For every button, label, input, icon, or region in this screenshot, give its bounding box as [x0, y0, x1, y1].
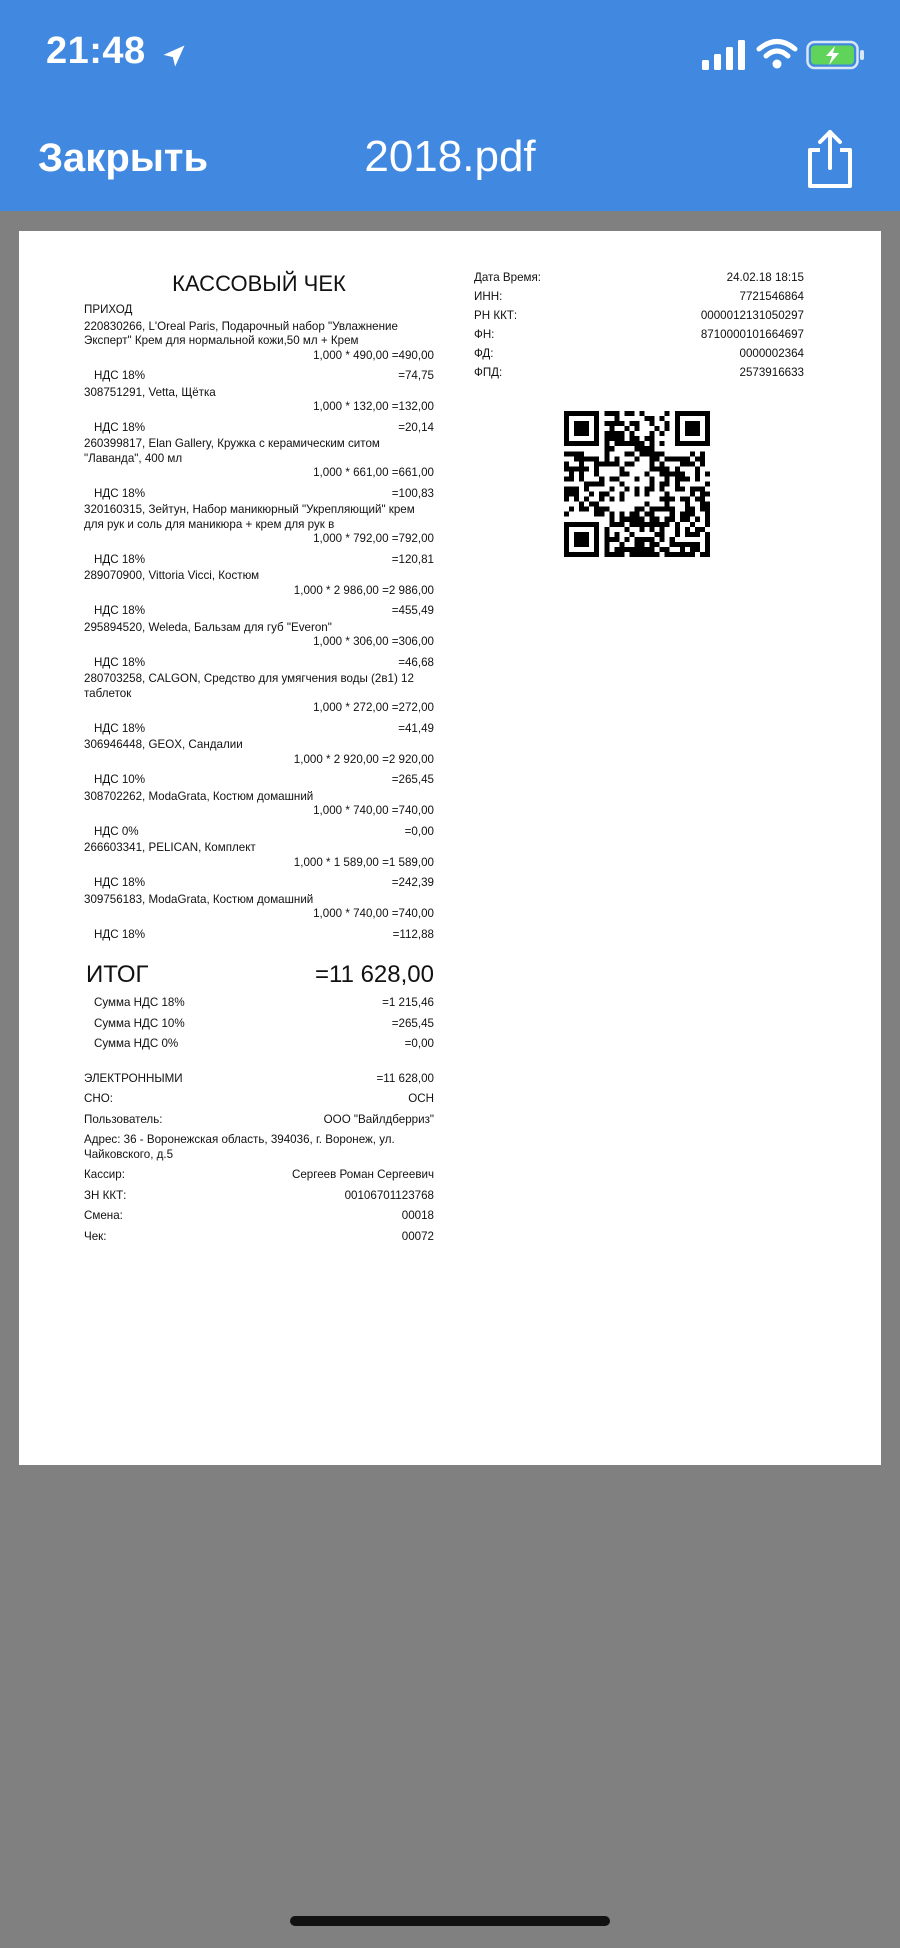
- item-qty: 1,000 * 2 920,00 =2 920,00: [293, 752, 434, 766]
- fiscal-label: РН ККТ:: [474, 309, 518, 322]
- item-name: 309756183, ModaGrata, Костюм домашний: [84, 892, 314, 906]
- close-button[interactable]: Закрыть: [38, 136, 209, 180]
- item-vat-label: НДС 18%: [94, 655, 146, 669]
- item-vat-label: НДС 18%: [94, 721, 146, 735]
- fiscal-value: 2573916633: [739, 366, 804, 379]
- fiscal-row: [474, 309, 804, 322]
- item-name: 260399817, Elan Gallery, Кружка с керамическим ситом "Лаванда", 400 мл: [84, 437, 380, 465]
- item-qty: 1,000 * 1 589,00 =1 589,00: [293, 855, 434, 869]
- receipt-item: [84, 790, 434, 840]
- item-qty: 1,000 * 132,00 =132,00: [313, 400, 434, 413]
- check-label: Чек:: [84, 1229, 107, 1243]
- vat-sum-value: =1 215,46: [382, 996, 434, 1009]
- user-label: Пользователь:: [84, 1112, 163, 1126]
- document-title: 2018.pdf: [364, 132, 536, 181]
- item-qty: 1,000 * 306,00 =306,00: [313, 635, 434, 648]
- item-vat-value: =46,68: [398, 655, 434, 669]
- battery-charging-icon: [806, 40, 866, 70]
- fiscal-value: 0000012131050297: [700, 309, 804, 322]
- fiscal-label: ИНН:: [474, 290, 503, 303]
- cashier-row: [84, 1168, 434, 1183]
- item-vat-label: НДС 18%: [94, 369, 146, 382]
- zn-label: ЗН ККТ:: [84, 1188, 127, 1202]
- cellular-signal-icon: [702, 40, 746, 70]
- receipt-item: [84, 569, 434, 619]
- fiscal-label: ФН:: [474, 328, 495, 341]
- receipt-item: [84, 386, 434, 436]
- sno-value: ОСН: [408, 1092, 434, 1105]
- item-qty: 1,000 * 2 986,00 =2 986,00: [293, 583, 434, 597]
- zn-row: [84, 1189, 434, 1204]
- address: Адрес: 36 - Воронежская область, 394036, г. Воронеж, ул. Чайковского, д.5: [84, 1133, 395, 1161]
- fiscal-value: 7721546864: [739, 290, 804, 303]
- fiscal-value: 8710000101664697: [700, 328, 804, 341]
- sno-label: СНО:: [84, 1092, 113, 1105]
- vat-sum-value: =0,00: [404, 1037, 434, 1050]
- zn-value: 00106701123768: [344, 1188, 434, 1202]
- receipt-item: [84, 437, 434, 501]
- fiscal-label: ФД:: [474, 347, 494, 360]
- fiscal-row: [474, 271, 804, 284]
- shift-value: 00018: [401, 1209, 434, 1222]
- fiscal-label: Дата Время:: [474, 271, 541, 284]
- item-vat: [84, 369, 434, 384]
- receipt-total: [84, 960, 434, 990]
- item-vat: [84, 928, 434, 943]
- wifi-icon: [756, 38, 798, 70]
- item-qty: 1,000 * 792,00 =792,00: [313, 532, 434, 545]
- item-name: 280703258, CALGON, Средство для умягчения воды (2в1) 12 таблеток: [84, 672, 414, 700]
- item-vat: [84, 722, 434, 737]
- item-qty: 1,000 * 661,00 =661,00: [313, 466, 434, 479]
- item-vat-label: НДС 0%: [94, 824, 139, 838]
- check-row: [84, 1230, 434, 1245]
- item-vat-label: НДС 10%: [94, 773, 146, 786]
- item-vat-value: =100,83: [391, 486, 434, 500]
- vat-sum-row: [84, 996, 434, 1011]
- item-vat: [84, 487, 434, 502]
- payment-value: =11 628,00: [376, 1071, 434, 1085]
- item-vat: [84, 825, 434, 840]
- item-vat-value: =455,49: [391, 604, 434, 617]
- status-time: 21:48: [46, 30, 146, 72]
- item-vat-value: =41,49: [398, 721, 434, 735]
- shift-row: [84, 1209, 434, 1224]
- total-value: =11 628,00: [314, 961, 434, 988]
- item-name: 308751291, Vetta, Щётка: [84, 385, 216, 399]
- shift-label: Смена:: [84, 1209, 123, 1222]
- vat-sum-label: Сумма НДС 0%: [94, 1037, 179, 1050]
- cashier-value: Сергеев Роман Сергеевич: [291, 1168, 434, 1181]
- item-vat: [84, 421, 434, 436]
- receipt-item: [84, 320, 434, 384]
- item-name: 266603341, PELICAN, Комплект: [84, 841, 256, 854]
- item-qty: 1,000 * 272,00 =272,00: [313, 701, 434, 714]
- item-qty: 1,000 * 740,00 =740,00: [313, 804, 434, 817]
- user-value: ООО "Вайлдберриз": [323, 1112, 434, 1126]
- item-name: 220830266, L'Oreal Paris, Подарочный набор "Увлажнение Эксперт" Крем для нормальной кожи,50 мл + Крем: [84, 319, 398, 347]
- item-vat-label: НДС 18%: [94, 876, 146, 889]
- item-vat-value: =74,75: [398, 369, 434, 382]
- receipt-item: [84, 621, 434, 671]
- item-vat-label: НДС 18%: [94, 927, 146, 941]
- item-vat-value: =265,45: [391, 773, 434, 786]
- receipt-item: [84, 503, 434, 567]
- fiscal-row: [474, 347, 804, 360]
- home-indicator[interactable]: [290, 1916, 610, 1926]
- vat-sum-label: Сумма НДС 18%: [94, 996, 185, 1009]
- fiscal-row: [474, 328, 804, 341]
- fiscal-value: 0000002364: [739, 347, 804, 360]
- sno-row: [84, 1092, 434, 1107]
- total-label: ИТОГ: [86, 961, 149, 988]
- vat-sum-label: Сумма НДС 10%: [94, 1016, 185, 1030]
- user-row: [84, 1113, 434, 1128]
- payment-row: [84, 1072, 434, 1087]
- item-name: 308702262, ModaGrata, Костюм домашний: [84, 789, 314, 803]
- item-vat-label: НДС 18%: [94, 486, 146, 500]
- fiscal-row: [474, 290, 804, 303]
- fiscal-value: 24.02.18 18:15: [726, 271, 804, 284]
- vat-sum-value: =265,45: [391, 1016, 434, 1030]
- item-vat: [84, 604, 434, 619]
- item-vat: [84, 773, 434, 788]
- receipt: [84, 271, 434, 1244]
- item-vat-label: НДС 18%: [94, 552, 146, 566]
- receipt-item: [84, 841, 434, 891]
- check-value: 00072: [401, 1229, 434, 1243]
- share-icon[interactable]: [798, 128, 862, 192]
- item-vat-label: НДС 18%: [94, 604, 146, 617]
- fiscal-label: ФПД:: [474, 366, 503, 379]
- receipt-item: [84, 738, 434, 788]
- item-vat: [84, 656, 434, 671]
- top-bar: [0, 0, 900, 211]
- item-vat-value: =0,00: [404, 824, 434, 838]
- cashier-label: Кассир:: [84, 1168, 125, 1181]
- item-name: 289070900, Vittoria Vicci, Костюм: [84, 569, 260, 582]
- receipt-items: [84, 320, 434, 943]
- qr-code: [564, 411, 710, 557]
- item-qty: 1,000 * 490,00 =490,00: [313, 348, 434, 362]
- payment-label: ЭЛЕКТРОННЫМИ: [84, 1071, 183, 1085]
- vat-sums: [84, 996, 434, 1052]
- location-arrow-icon: [160, 42, 188, 70]
- item-qty: 1,000 * 740,00 =740,00: [313, 907, 434, 920]
- vat-sum-row: [84, 1037, 434, 1052]
- fiscal-info: [474, 271, 804, 379]
- item-vat: [84, 876, 434, 891]
- pdf-page: [19, 231, 881, 1465]
- item-vat: [84, 553, 434, 568]
- item-vat-value: =20,14: [398, 420, 434, 434]
- receipt-item: [84, 672, 434, 736]
- item-vat-label: НДС 18%: [94, 420, 146, 434]
- item-vat-value: =112,88: [392, 927, 434, 941]
- receipt-title: КАССОВЫЙ ЧЕК: [172, 271, 346, 296]
- fiscal-row: [474, 366, 804, 379]
- receipt-type: ПРИХОД: [84, 303, 133, 316]
- item-name: 295894520, Weleda, Бальзам для губ "Everon": [84, 620, 332, 634]
- item-vat-value: =242,39: [391, 876, 434, 889]
- item-vat-value: =120,81: [391, 552, 434, 566]
- item-name: 306946448, GEOX, Сандалии: [84, 738, 243, 751]
- item-name: 320160315, Зейтун, Набор маникюрный "Укрепляющий" крем для рук и соль для маникюра + крем для рук в: [84, 503, 415, 531]
- receipt-item: [84, 893, 434, 943]
- vat-sum-row: [84, 1017, 434, 1032]
